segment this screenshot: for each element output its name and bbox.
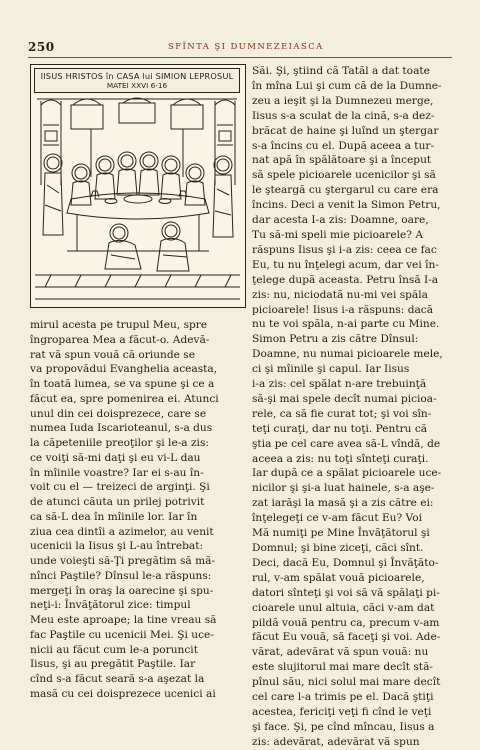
text-line: şi face. Şi, pe cînd mîncau, Iisus a: [252, 720, 435, 733]
text-line: ca să-L dea în mîinile lor. Iar în: [30, 510, 198, 523]
text-line: Iisus, şi au pregătit Paştile. Iar: [30, 658, 196, 671]
right-text-column: [252, 64, 452, 750]
text-line: s-a încins cu el. După aceea a tur-: [252, 139, 435, 152]
text-line: voit cu el — treizeci de arginţi. Şi: [30, 481, 210, 494]
caption-reference: MATEI XXVI 6-16: [106, 81, 168, 90]
text-line: Săi. Şi, ştiind că Tatăl a dat toate: [252, 65, 430, 77]
text-line: teţi curaţi, dar nu toţi. Pentru că: [252, 422, 428, 435]
text-line: le şteargă cu ştergarul cu care era: [252, 184, 439, 197]
text-line: Tu să-mi speli mie picioarele? A: [252, 228, 423, 241]
text-line: să spele picioarele ucenicilor şi să: [252, 169, 436, 182]
text-line: numea Iuda Iscarioteanul, s-a dus: [30, 422, 213, 435]
text-line: zis: adevărat, adevărat vă spun: [252, 735, 420, 748]
text-line: ţelege după aceasta. Petru însă I-a: [252, 273, 439, 286]
text-line: Iisus s-a sculat de la cină, s-a dez-: [252, 109, 435, 122]
text-line: masă cu cei doisprezece ucenici ai: [30, 687, 216, 700]
text-line: Mă numiţi pe Mine Învăţătorul şi: [252, 527, 430, 540]
text-line: la căpeteniile preoţilor şi le-a zis:: [30, 437, 209, 449]
text-line: ce voiţi să-mi daţi şi eu vi-L dau: [30, 451, 201, 464]
text-line: Simon Petru a zis către Dînsul:: [252, 333, 419, 346]
last-supper-engraving: [31, 65, 244, 306]
text-line: în mîinile voastre? Iar ei s-au în-: [30, 466, 204, 479]
page-header: [28, 40, 452, 56]
text-line: nicii au făcut cum le-a poruncit: [30, 643, 198, 656]
text-line: brăcat de haine şi luînd un ştergar: [252, 124, 439, 137]
text-line: făcut ea, spre pomenirea ei. Atunci: [30, 392, 219, 405]
text-line: pînul său, nici solul mai mare decît: [252, 676, 441, 689]
text-line: în toată lumea, se va spune şi ce a: [30, 378, 215, 390]
text-line: va propovădui Evanghelia aceasta,: [30, 363, 218, 376]
text-line: rul, v-am spălat vouă picioarele,: [252, 571, 425, 584]
text-line: încins. Deci a venit la Simon Petru,: [252, 199, 441, 212]
text-line: făcut Eu vouă, să faceţi şi voi. Ade-: [252, 631, 441, 644]
text-line: Deci, dacă Eu, Domnul şi Învăţăto-: [252, 556, 439, 569]
text-line: mirul acesta pe trupul Meu, spre: [30, 319, 208, 331]
text-line: zat iarăşi la masă şi a zis către ei:: [252, 497, 434, 510]
text-line: înţelegeţi ce v-am făcut Eu? Voi: [252, 512, 422, 525]
icon-illustration: [30, 64, 246, 308]
text-line: ucenicii la Iisus şi L-au întrebat:: [30, 540, 204, 553]
text-line: nu te voi spăla, n-ai parte cu Mine.: [252, 318, 440, 331]
text-line: vărat, adevărat vă spun vouă: nu: [252, 646, 429, 659]
text-line: cioarele unul altuia, căci v-am dat: [252, 601, 435, 614]
text-line: nicilor şi şi-a luat hainele, s-a aşe-: [252, 482, 435, 495]
text-line: cînd s-a făcut seară s-a aşezat la: [30, 673, 205, 685]
text-line: mergeţi în oraş la oarecine şi spu-: [30, 584, 214, 597]
text-line: cel care l-a trimis pe el. Dacă ştiţi: [252, 691, 434, 704]
text-line: nat apă în spălătoare şi a început: [252, 154, 432, 167]
text-line: zeu a ieşit şi la Dumnezeu merge,: [252, 94, 434, 107]
text-line: acestea, fericiţi veţi fi cînd le veţi: [252, 705, 432, 718]
text-line: neţi-i: Învăţătorul zice: timpul: [30, 599, 191, 612]
page-number: 250: [28, 40, 55, 54]
text-line: Iar după ce a spălat picioarele uce-: [252, 467, 442, 480]
text-line: picioarele! Iisus i-a răspuns: dacă: [252, 303, 434, 316]
text-line: rele, ca să fie curat tot; şi voi sîn-: [252, 407, 432, 420]
caption-title: IISUS HRISTOS în CASA lui SIMION LEPROSUL: [40, 71, 234, 81]
text-line: ziua cea dintîi a azimelor, au venit: [30, 525, 214, 538]
header-rule: [28, 57, 452, 58]
text-line: unde voieşti să-Ţi pregătim să mă-: [30, 555, 216, 567]
running-title: SFÎNTA ŞI DUMNEZEIASCA: [168, 42, 324, 52]
text-line: nînci Paştile? Dînsul le-a răspuns:: [30, 569, 212, 582]
text-line: în mîna Lui şi cum că de la Dumne-: [252, 79, 442, 92]
text-line: dar acesta I-a zis: Doamne, oare,: [252, 214, 429, 227]
text-line: ştia pe cel care avea să-L vîndă, de: [252, 437, 441, 450]
text-line: aceea a zis: nu toţi sînteţi curaţi.: [252, 452, 429, 465]
text-line: Meu este aproape; la tine vreau să: [30, 614, 217, 626]
text-line: zis: nu, niciodată nu-mi vei spăla: [252, 288, 428, 301]
text-line: i-a zis: cel spălat n-are trebuinţă: [252, 378, 427, 391]
text-line: Eu, tu nu înţelegi acum, dar vei în-: [252, 258, 439, 271]
text-line: să-şi mai spele decît numai picioa-: [252, 392, 437, 405]
text-line: este slujitorul mai mare decît stă-: [252, 661, 433, 674]
text-line: unul din cei doisprezece, care se: [30, 407, 207, 420]
text-line: îngroparea Mea a făcut-o. Adevă-: [30, 333, 210, 346]
text-line: ci şi mîinile şi capul. Iar Iisus: [252, 363, 410, 376]
text-line: răspuns Iisus şi i-a zis: ceea ce fac: [252, 243, 437, 256]
illustration-caption: [34, 68, 240, 93]
text-line: rat vă spun vouă că oriunde se: [30, 348, 195, 361]
text-line: Doamne, nu numai picioarele mele,: [252, 348, 443, 361]
left-text-column: [30, 318, 246, 702]
text-line: fac Paştile cu ucenicii Mei. Şi uce-: [30, 628, 214, 641]
text-line: Domnul; şi bine ziceţi, căci sînt.: [252, 542, 424, 554]
text-line: de atunci căuta un prilej potrivit: [30, 496, 205, 508]
text-line: datori sînteţi şi voi să vă spălaţi pi-: [252, 586, 440, 599]
text-line: pildă vouă pentru ca, precum v-am: [252, 616, 440, 629]
